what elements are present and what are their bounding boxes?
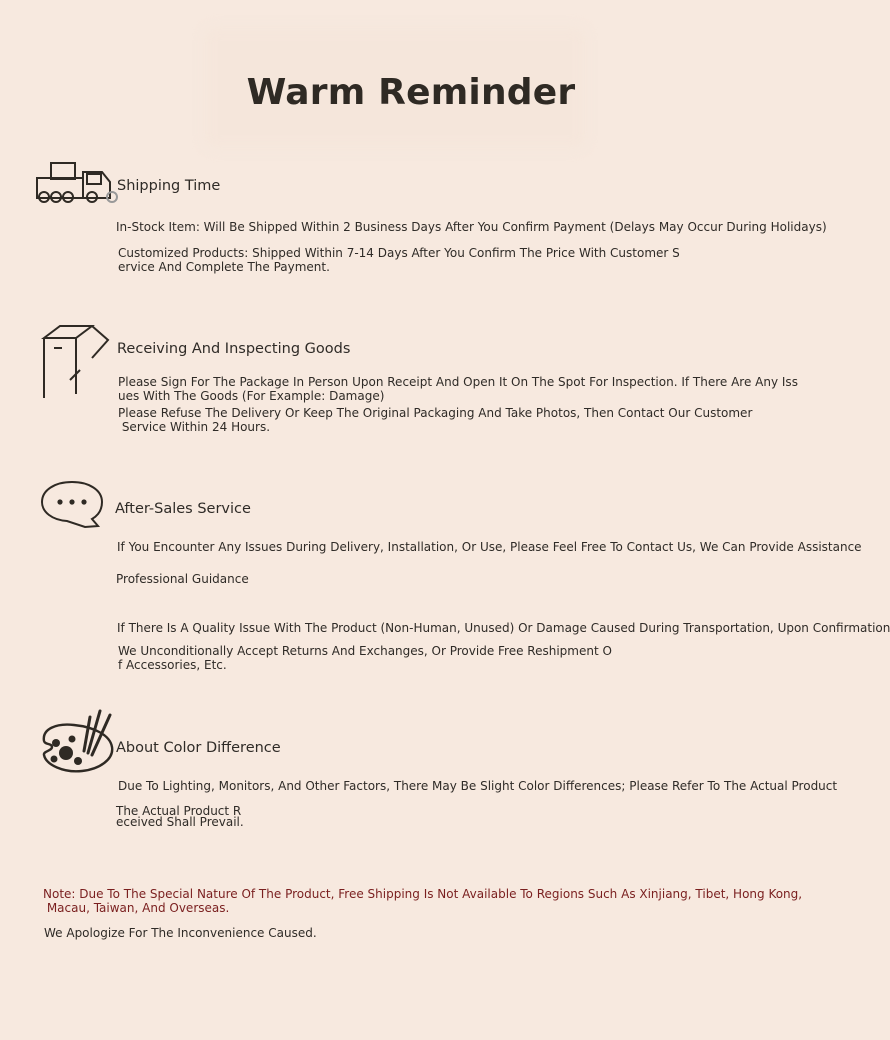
apology-text: We Apologize For The Inconvenience Caused. bbox=[44, 926, 317, 940]
palette-icon bbox=[38, 703, 116, 775]
color-line-1: Due To Lighting, Monitors, And Other Factors, There May Be Slight Color Differences; Please Refer To The Actual Product bbox=[118, 779, 838, 793]
truck-icon bbox=[34, 160, 120, 208]
after-sales-line-4: We Unconditionally Accept Returns And Exchanges, Or Provide Free Reshipment O f Accessories, Etc. bbox=[118, 644, 612, 672]
receiving-line-2: Please Refuse The Delivery Or Keep The Original Packaging And Take Photos, Then Contact Our Customer Service Within 24 Hours. bbox=[118, 406, 753, 434]
after-sales-line-1: If You Encounter Any Issues During Delivery, Installation, Or Use, Please Feel Free To Contact Us, We Can Provide Assistance bbox=[117, 540, 862, 554]
after-sales-line-3: If There Is A Quality Issue With The Product (Non-Human, Unused) Or Damage Caused During Transportation, Upon Confirmation bbox=[117, 621, 890, 635]
section-heading-color: About Color Difference bbox=[116, 740, 281, 756]
section-heading-receiving: Receiving And Inspecting Goods bbox=[117, 341, 351, 357]
section-heading-shipping: Shipping Time bbox=[117, 178, 221, 194]
speech-bubble-icon bbox=[40, 479, 106, 531]
shipping-line-1: In-Stock Item: Will Be Shipped Within 2 Business Days After You Confirm Payment (Delays May Occur During Holidays) bbox=[116, 220, 827, 234]
section-heading-after-sales: After-Sales Service bbox=[115, 501, 251, 517]
after-sales-line-2: Professional Guidance bbox=[116, 572, 249, 586]
page-title: Warm Reminder bbox=[246, 72, 576, 113]
shipping-line-2: Customized Products: Shipped Within 7-14 Days After You Confirm The Price With Customer S ervice And Complete The Payment. bbox=[118, 246, 680, 274]
box-icon bbox=[40, 324, 112, 402]
receiving-line-1: Please Sign For The Package In Person Upon Receipt And Open It On The Spot For Inspection. If There Are Any Iss ues With The Goods (For Example: Damage) bbox=[118, 375, 798, 403]
color-line-2: The Actual Product R eceived Shall Prevail. bbox=[116, 804, 244, 829]
shipping-restriction-note: Note: Due To The Special Nature Of The Product, Free Shipping Is Not Available To Regions Such As Xinjiang, Tibet, Hong Kong, Macau, Taiwan, And Overseas. bbox=[43, 887, 803, 915]
